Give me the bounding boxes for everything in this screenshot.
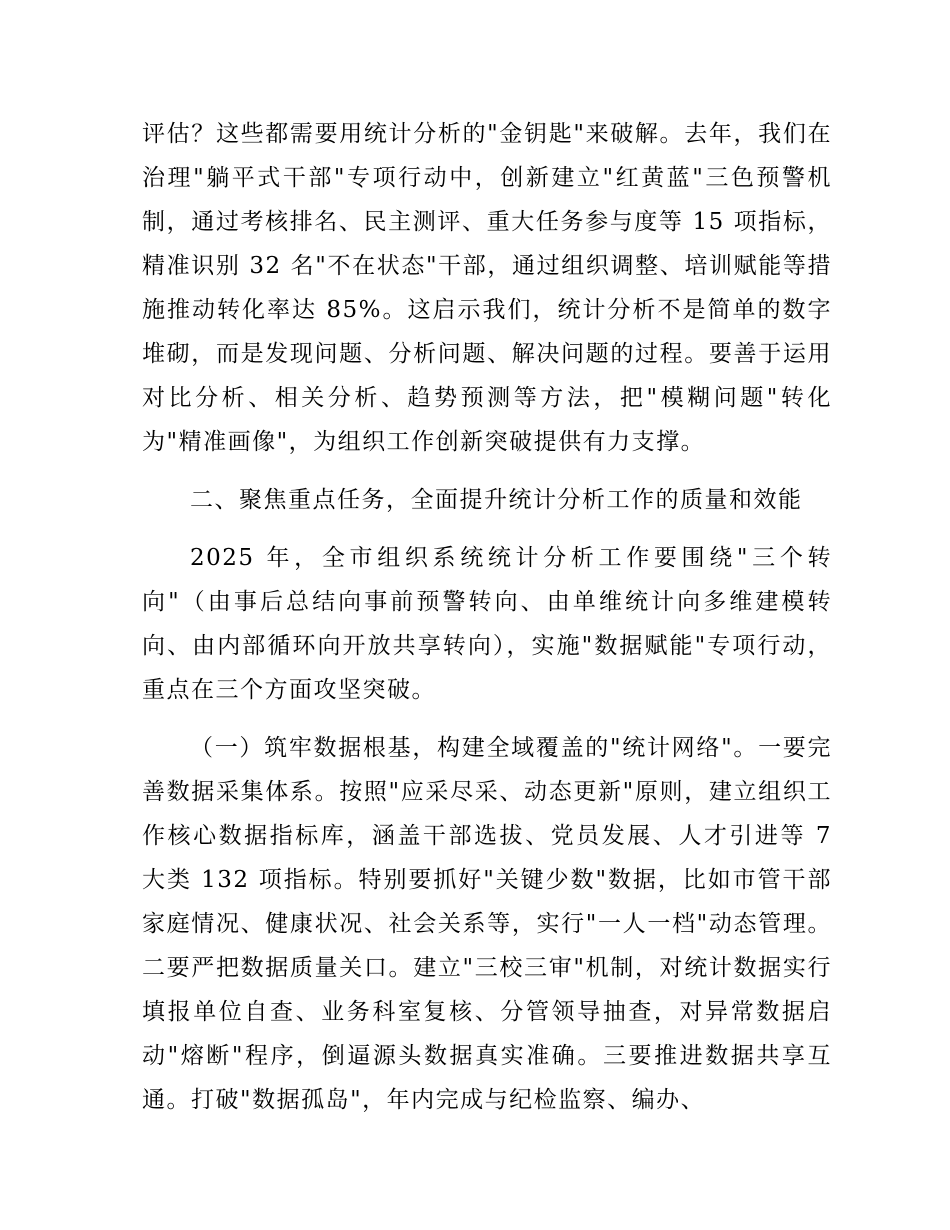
- paragraph-continuation: 评估？这些都需要用统计分析的"金钥匙"来破解。去年，我们在治理"躺平式干部"专项行动中，创新建立"红黄蓝"三色预警机制，通过考核排名、民主测评、重大任务参与度等 15 项指标，精准识别 32 名"不在状态"干部，通过组织调整、培训赋能等措施推动转化率达 85%。这启示我们，统计分析不是简单的数字堆砌，而是发现问题、分析问题、解决问题的过程。要善于运用对比分析、相关分析、趋势预测等方法，把"模糊问题"转化为"精准画像"，为组织工作创新突破提供有力支撑。: [142, 121, 832, 455]
- section-heading-two: 二、聚焦重点任务，全面提升统计分析工作的质量和效能: [190, 487, 803, 513]
- document-body: [142, 112, 832, 1122]
- paragraph-data-foundation: （一）筑牢数据根基，构建全域覆盖的"统计网络"。一要完善数据采集体系。按照"应采尽采、动态更新"原则，建立组织工作核心数据指标库，涵盖干部选拔、党员发展、人才引进等 7 大类 132 项指标。特别要抓好"关键少数"数据，比如市管干部家庭情况、健康状况、社会关系等，实行"一人一档"动态管理。二要严把数据质量关口。建立"三校三审"机制，对统计数据实行填报单位自查、业务科室复核、分管领导抽查，对异常数据启动"熔断"程序，倒逼源头数据真实准确。三要推进数据共享互通。打破"数据孤岛"，年内完成与纪检监察、编办、: [142, 735, 832, 1113]
- paragraph-2025-plan: 2025 年，全市组织系统统计分析工作要围绕"三个转向"（由事后总结向事前预警转向、由单维统计向多维建模转向、由内部循环向开放共享转向），实施"数据赋能"专项行动，重点在三个方面攻坚突破。: [142, 545, 832, 703]
